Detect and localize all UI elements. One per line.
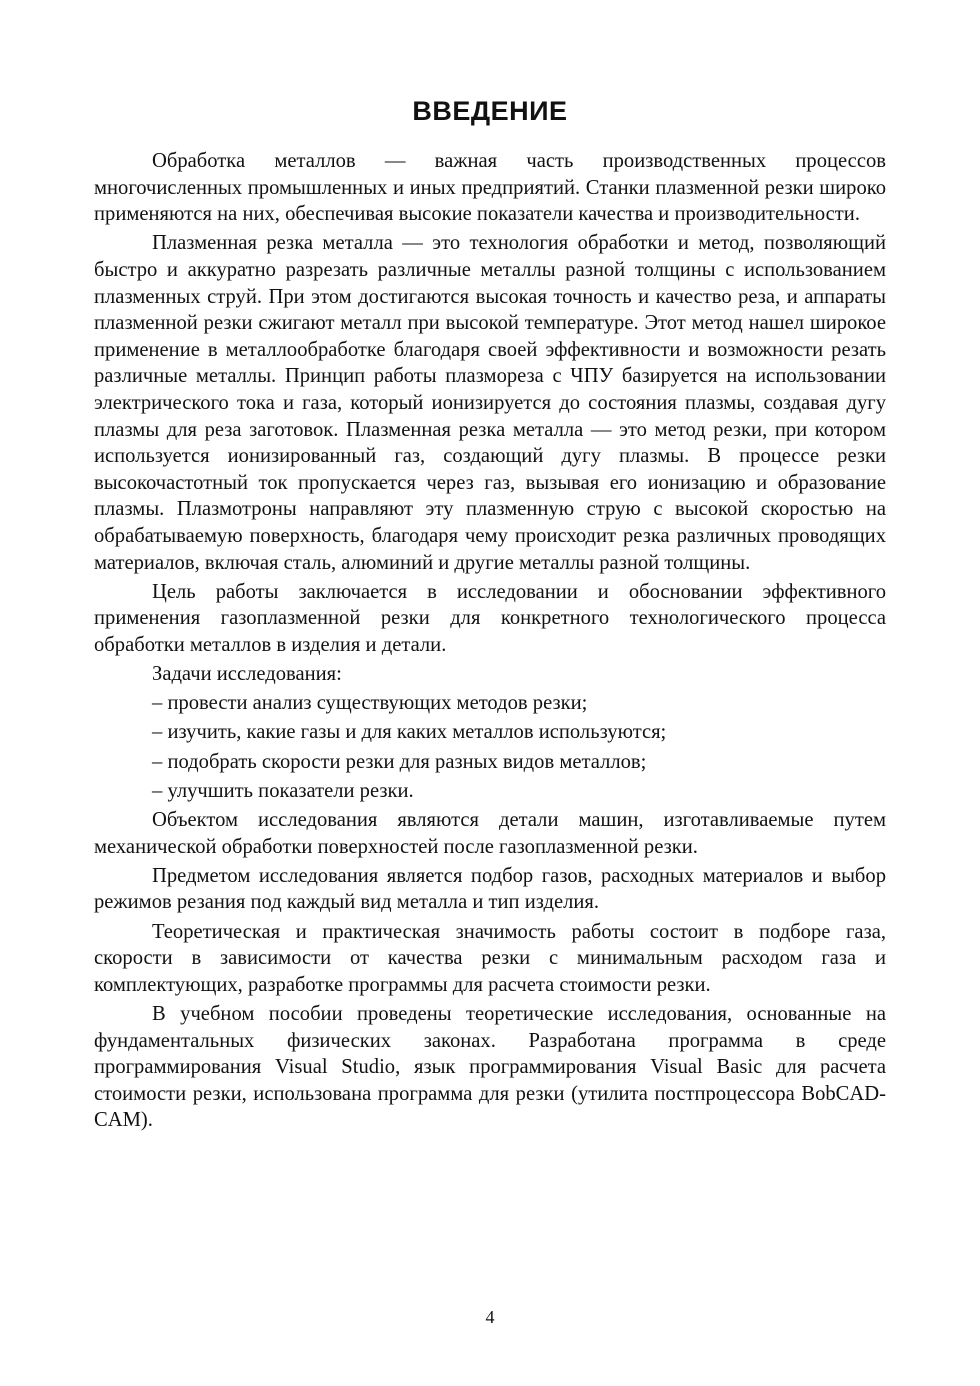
tasks-heading: Задачи исследования: (152, 663, 342, 686)
list-item: – провести анализ существующих методов резки; (152, 692, 588, 715)
paragraph-subject: Предметом исследования является подбор газов, расходных материалов и выбор режимов резания под каждый вид металла и тип изделия. (94, 864, 886, 914)
paragraph-object: Объектом исследования являются детали машин, изготавливаемые путем механической обработки поверхностей после газоплазменной резки. (94, 809, 886, 858)
page-number: 4 (485, 1307, 495, 1327)
list-item: – подобрать скорости резки для разных видов металлов; (152, 750, 647, 773)
paragraph-significance: Теоретическая и практическая значимость работы состоит в подборе газа, скорости в зависимости от качества резки с минимальным расходом газа и комплектующих, разработке программы для расчета стоимости резки. (94, 920, 886, 996)
paragraph-goal: Цель работы заключается в исследовании и обосновании эффективного применения газоплазменной резки для конкретного технологического процесса обработки металлов в изделия и детали. (94, 580, 886, 656)
list-item: – улучшить показатели резки. (152, 779, 414, 802)
paragraph-methods: В учебном пособии проведены теоретические исследования, основанные на фундаментальных физических законах. Разработана программа в среде программирования Visual Studio, язык программирования Visual Basic для расчета стоимости резки, использована программа для резки (утилита постпроцессора BobCAD-CAM). (94, 1002, 886, 1132)
list-item: – изучить, какие газы и для каких металлов используются; (152, 721, 667, 744)
paragraph-plasma-cutting: Плазменная резка металла — это технология обработки и метод, позволяющий быстро и аккуратно разрезать различные металлы разной толщины с использованием плазменных струй. При этом достигаются высокая точность и качество реза, и аппараты плазменной резки сжигают металл при высокой температуре. Этот метод нашел широкое применение в металлообработке благодаря своей эффективности и возможности резать различные металлы. Принцип работы плазмореза с ЧПУ базируется на использовании электрического тока и газа, который ионизируется до состояния плазмы, создавая дугу плазмы для реза заготовок. Плазменная резка металла — это метод резки, при котором используется ионизированный газ, создающий дугу плазмы. В процессе резки высокочастотный ток пропускается через газ, вызывая его ионизацию и образование плазмы. Плазмотроны направляют эту плазменную струю с высокой скоростью на обрабатываемую поверхность, благодаря чему происходит резка различных проводящих материалов, включая сталь, алюминий и другие металлы разной толщины. (94, 232, 886, 574)
document-body (94, 148, 886, 1134)
page-title: ВВЕДЕНИЕ (412, 96, 568, 126)
paragraph-intro: Обработка металлов — важная часть производственных процессов многочисленных промышленных и иных предприятий. Станки плазменной резки широко применяются на них, обеспечивая высокие показатели качества и производительности. (94, 150, 886, 226)
